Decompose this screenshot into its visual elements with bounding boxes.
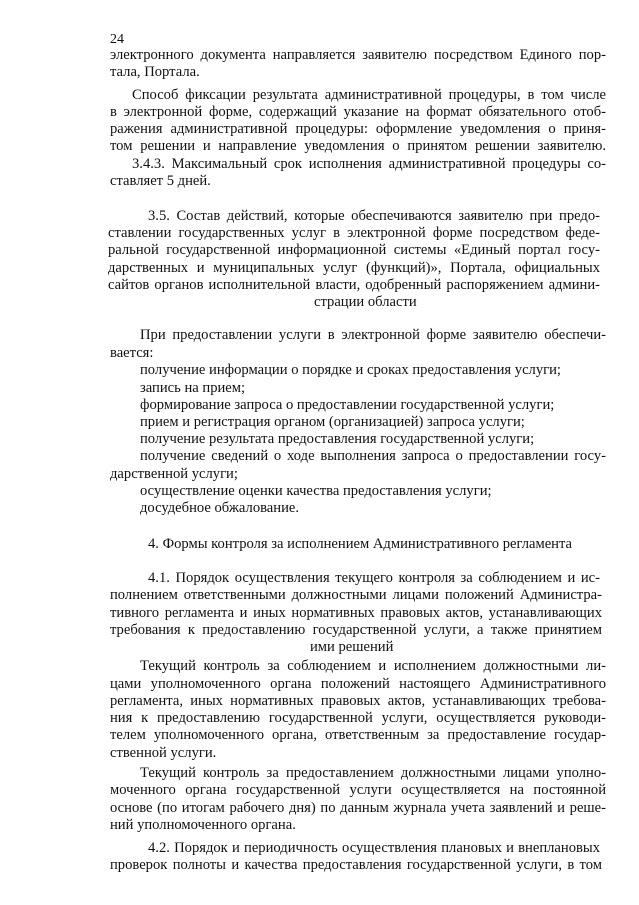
text-line: ственной услуги.	[110, 745, 217, 761]
text-line: ния к предоставлению государственной услуги, осуществляется руководи-	[110, 710, 606, 726]
text-line: электронного документа направляется заявителю посредством Единого пор-	[110, 47, 606, 63]
text-line: 4.2. Порядок и периодичность осуществления плановых и внеплановых	[148, 840, 600, 856]
text-line: моченного органа государственной услуги осуществляется на постоянной	[110, 782, 606, 798]
text-line: ний уполномоченного органа.	[110, 817, 296, 833]
text-line: в электронной форме, содержащий указание на формат обязательного отоб-	[110, 104, 606, 120]
text-line: получение сведений о ходе выполнения запроса о предоставлении госу-	[140, 448, 606, 464]
text-line: 3.5. Состав действий, которые обеспечиваются заявителю при предо-	[148, 208, 600, 224]
text-line: Текущий контроль за предоставлением должностными лицами уполно-	[140, 765, 606, 781]
text-line: ральной государственной информационной системы «Единый портал госу-	[108, 242, 600, 258]
text-line: регламента, иных нормативных правовых актов, устанавливающих требова-	[110, 693, 606, 709]
text-line: тивного регламента и иных нормативных правовых актов, устанавливающих	[110, 605, 602, 621]
text-line: При предоставлении услуги в электронной форме заявителю обеспечи-	[140, 327, 606, 343]
text-line: ставляет 5 дней.	[110, 173, 211, 189]
text-line: запись на прием;	[140, 380, 246, 396]
page-number: 24	[110, 32, 124, 47]
text-line: прием и регистрация органом (организацией) запроса услуги;	[140, 414, 525, 430]
text-line: сайтов органов исполнительной власти, одобренный распоряжением админи-	[108, 277, 600, 293]
text-line: получение результата предоставления государственной услуги;	[140, 431, 535, 447]
text-line: досудебное обжалование.	[140, 500, 300, 516]
text-line: тала, Портала.	[110, 64, 200, 80]
text-line: ставлении государственных услуг в электронной форме посредством феде-	[108, 225, 600, 241]
text-line: осуществление оценки качества предоставления услуги;	[140, 483, 492, 499]
text-line: дарственной услуги;	[110, 466, 238, 482]
text-line: ражения административной процедуры: оформление уведомления о приня-	[110, 121, 606, 137]
text-line: 3.4.3. Максимальный срок исполнения административной процедуры со-	[132, 156, 606, 172]
text-line: ими решений	[310, 639, 394, 655]
text-line: дарственных и муниципальных услуг (функций)», Портала, официальных	[108, 260, 600, 276]
text-line: Способ фиксации результата административной процедуры, в том числе	[132, 87, 606, 103]
text-line: формирование запроса о предоставлении государственной услуги;	[140, 397, 555, 413]
text-line: получение информации о порядке и сроках предоставления услуги;	[140, 362, 561, 378]
text-line: 4. Формы контроля за исполнением Административного регламента	[148, 536, 573, 552]
text-line: Текущий контроль за соблюдением и исполнением должностными ли-	[140, 658, 606, 674]
text-line: проверок полноты и качества предоставления государственной услуги, в том	[110, 857, 602, 873]
text-line: 4.1. Порядок осуществления текущего контроля за соблюдением и ис-	[148, 570, 600, 586]
text-line: требования к предоставлению государственной услуги, а также принятием	[110, 622, 602, 638]
text-line: полнением ответственными должностными лицами положений Администра-	[110, 587, 602, 603]
text-line: том решении и направление уведомления о принятом решении заявителю.	[110, 138, 606, 154]
text-line: цами уполномоченного органа положений настоящего Административного	[110, 676, 606, 692]
text-line: страции области	[314, 294, 417, 310]
text-line: вается:	[110, 345, 154, 361]
text-line: телем уполномоченного органа, ответственным за предоставление государ-	[110, 727, 606, 743]
text-line: основе (по итогам рабочего дня) по данным журнала учета заявлений и реше-	[110, 800, 606, 816]
